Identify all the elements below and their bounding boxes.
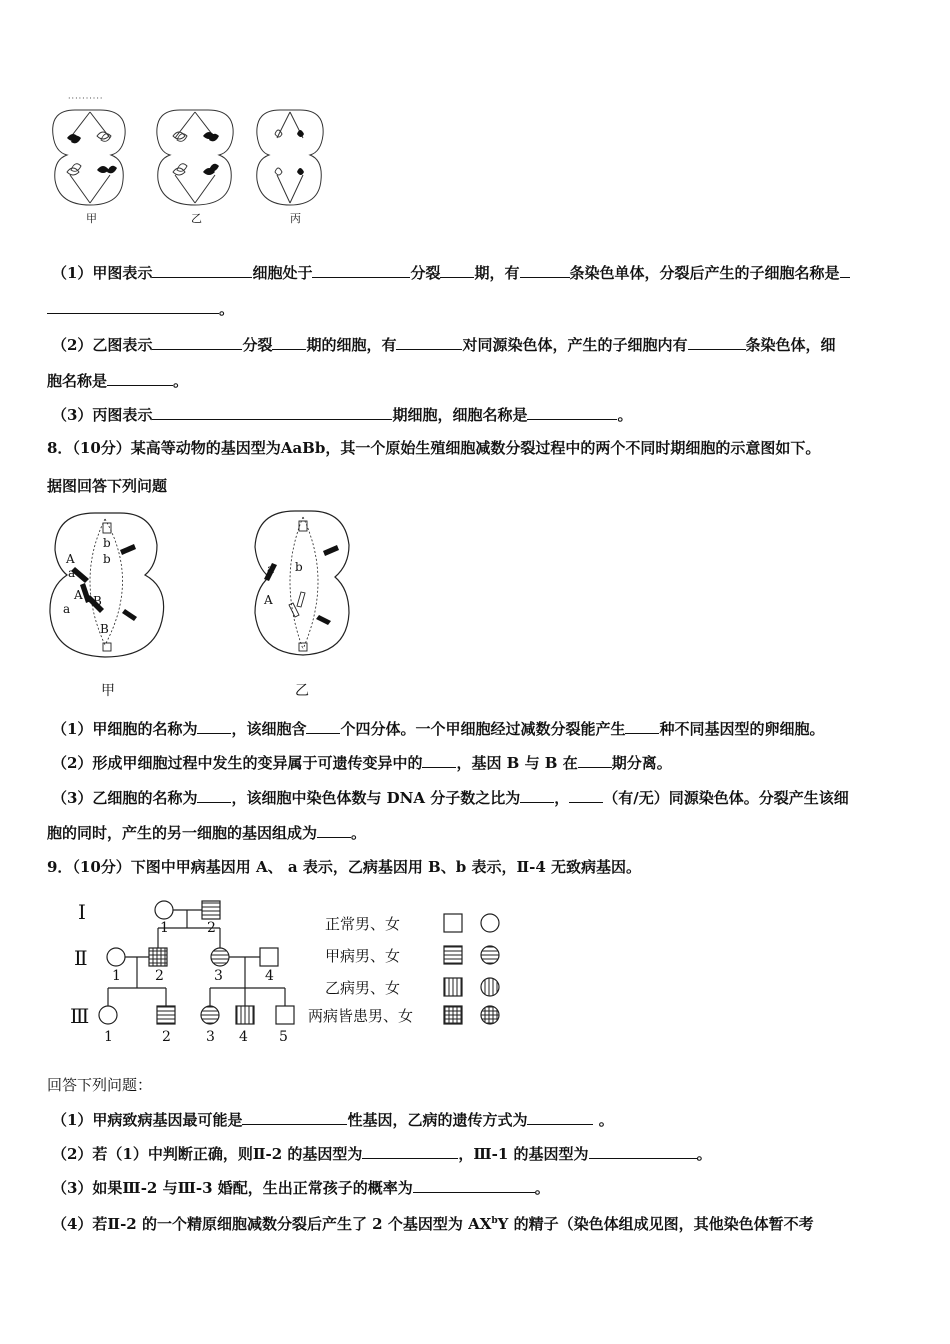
gene-letter-a1: a	[68, 566, 76, 580]
fig7-label-jia: 甲	[86, 212, 97, 225]
q7-line1b: 。	[47, 298, 234, 319]
legend-disease-b: 乙病男、女	[325, 979, 401, 997]
gene-letter-A2: A	[74, 588, 83, 602]
q7-line3: （3）丙图表示 期细胞，细胞名称是 。	[52, 406, 633, 424]
gene-letter-b2: b	[103, 552, 111, 566]
gen1-num-1: 1	[160, 920, 169, 936]
pedigree-chart	[60, 890, 500, 1050]
q8-stem1: 8．（10分）某高等动物的基因型为AaBb，其一个原始生殖细胞减数分裂过程中的两个不同时期细胞的示意图如下。	[47, 439, 821, 457]
q8-stem2: 据图回答下列问题	[47, 477, 168, 495]
gene-letter-b1: b	[103, 536, 111, 550]
gen3-num-2: 2	[162, 1029, 171, 1045]
q9-p1: （1）甲病致病基因最可能是 性基因，乙病的遗传方式为 。	[52, 1111, 614, 1129]
gene-letter-a2: a	[63, 602, 71, 616]
fig8-label-yi: 乙	[295, 683, 309, 699]
decorative-dots: ··········	[68, 94, 104, 103]
gen2-num-1: 1	[112, 968, 121, 984]
gene-letter-A3: A	[264, 593, 273, 607]
q8-p2: （2）形成甲细胞过程中发生的变异属于可遗传变异中的 ，基因 B 与 B 在 期分离。	[52, 754, 672, 772]
legend-normal: 正常男、女	[325, 915, 401, 933]
gen2-num-3: 3	[214, 968, 223, 984]
legend-disease-a: 甲病男、女	[325, 947, 401, 965]
gen3-num-3: 3	[206, 1029, 215, 1045]
gen-label-I: Ⅰ	[78, 900, 86, 924]
q8-cell-figure	[45, 505, 365, 665]
q7-cell-figure	[45, 100, 345, 220]
gene-letter-A1: A	[66, 552, 75, 566]
q7-line2b: 胞名称是 。	[47, 372, 189, 390]
fig7-label-yi: 乙	[191, 212, 202, 225]
fig7-label-bing: 丙	[290, 212, 301, 225]
q8-p1: （1）甲细胞的名称为 ，该细胞含 个四分体。一个甲细胞经过减数分裂能产生 种不同基因型的卵细胞。	[52, 720, 825, 738]
gen2-num-2: 2	[155, 968, 164, 984]
q9-stem: 9．（10分）下图中甲病基因用 A、 a 表示，乙病基因用 B、b 表示，Ⅱ-4 无致病基因。	[47, 858, 641, 876]
gen3-num-5: 5	[279, 1029, 288, 1045]
q7-line1: （1）甲图表示 细胞处于 分裂 期，有 条染色单体，分裂后产生的子细胞名称是	[52, 262, 850, 283]
gen-label-II: Ⅱ	[74, 946, 88, 970]
q9-p3: （3）如果Ⅲ-2 与Ⅲ-3 婚配，生出正常孩子的概率为 。	[52, 1179, 550, 1197]
q7-line2: （2）乙图表示 分裂 期的细胞，有 对同源染色体，产生的子细胞内有 条染色体，细	[52, 336, 836, 354]
gen3-num-1: 1	[104, 1029, 113, 1045]
gen1-num-2: 2	[207, 920, 216, 936]
q8-p3b: 胞的同时，产生的另一细胞的基因组成为 。	[47, 824, 367, 842]
gen-label-III: Ⅲ	[70, 1004, 90, 1028]
gen2-num-4: 4	[265, 968, 274, 984]
q9-p4: （4）若Ⅱ-2 的一个精原细胞减数分裂后产生了 2 个基因型为 $AX^bY$ 的精子（染色体组成见图，其他染色体暂不考	[52, 1215, 814, 1233]
gene-letter-b3: b	[295, 560, 303, 574]
gene-letter-B2: B	[100, 622, 109, 636]
q9-answer-heading: 回答下列问题：	[47, 1076, 153, 1094]
fig8-label-jia: 甲	[101, 683, 115, 699]
q8-p3: （3）乙细胞的名称为 ，该细胞中染色体数与 DNA 分子数之比为 ， （有/无）同源染色体。分裂产生该细	[52, 789, 849, 807]
gene-letter-a3: a	[267, 562, 275, 576]
q9-p2: （2）若（1）中判断正确，则Ⅱ-2 的基因型为 ，Ⅲ-1 的基因型为 。	[52, 1145, 712, 1163]
legend-both: 两病皆患男、女	[308, 1007, 414, 1025]
gen3-num-4: 4	[239, 1029, 248, 1045]
gene-letter-B1: B	[93, 594, 102, 608]
